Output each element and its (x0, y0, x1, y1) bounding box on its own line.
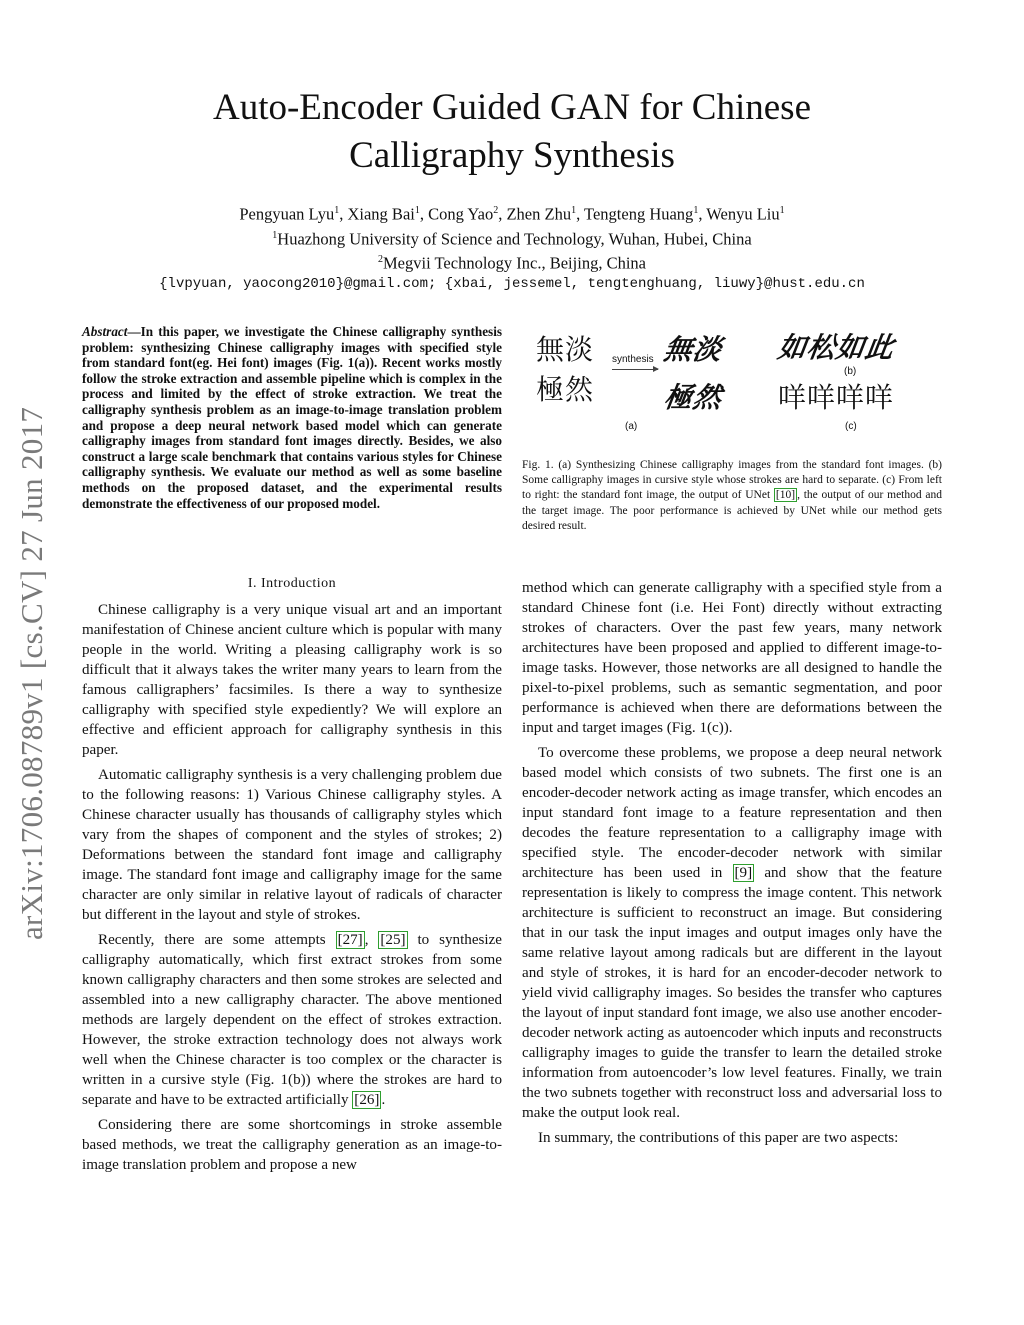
title-line-2: Calligraphy Synthesis (349, 135, 675, 176)
right-column-text (522, 578, 942, 1153)
citation-link[interactable]: [9] (734, 865, 753, 881)
abstract-label: Abstract (82, 324, 128, 339)
affiliation-mark: 1 (334, 205, 340, 216)
synthesis-arrow (612, 369, 658, 370)
author-name: Zhen Zhu (506, 204, 572, 224)
citation-link[interactable]: [25] (380, 932, 406, 948)
affiliation-mark: 1 (693, 205, 699, 216)
paragraph: Chinese calligraphy is a very unique visual art and an important manifestation of Chinese ancient culture which is popular with many people in the world. Writing a pleasing calligraphy work is so difficult that it always takes the writer many years to learn from the famous calligraphers’ facsimiles. Is there a way to synthesize calligraphy with specified style expediently? We will explore an effective and efficient approach for calligraphy synthesis in this paper. (82, 602, 502, 758)
left-column-text (82, 600, 502, 1180)
affiliation-1: $^1$Huazhong University of Science and Technology, Wuhan, Hubei, China (272, 229, 752, 248)
paragraph: In summary, the contributions of this paper are two aspects: (538, 1130, 899, 1146)
affiliation-2: $^2$Megvii Technology Inc., Beijing, China (378, 253, 646, 273)
figure-label-a: (a) (625, 421, 638, 432)
standard-font-chars-row1: 無淡 (536, 333, 595, 366)
affiliation-mark: 1 (571, 205, 577, 216)
citation-link[interactable]: [10] (775, 489, 796, 502)
paragraph: method which can generate calligraphy with a specified style from a standard Chinese font (i.e. Hei Font) directly without extracting strokes of characters. Over the past few years, many network architectures have been proposed and applied to different image-to-image tasks. However, those networks are all designed to handle the pixel-to-pixel problems, such as semantic segmentation, and poor performance is achieved when there are deformations between the input and target images (Fig. 1(c)). (522, 580, 942, 736)
paragraph: Automatic calligraphy synthesis is a very challenging problem due to the following reasons: 1) Various Chinese calligraphy styles. A Chinese character usually has thousands of calligraphy styles which vary from the shapes of component and the styles of strokes; 2) Deformations between the standard font image and calligraphy image. The standard font image and calligraphy image for the same character are only similar in relative layout of radicals of character but different in the layout and style of strokes. (82, 767, 502, 923)
citation-link[interactable]: [27] (337, 932, 363, 948)
figure-label-c: (c) (845, 421, 857, 432)
author-emails: {lvpyuan, yaocong2010}@gmail.com; {xbai, jessemel, tengtenghuang, liuwy}@hust.edu.cn (159, 275, 865, 292)
author-name: Pengyuan Lyu (239, 204, 335, 224)
citation-link[interactable]: [26] (354, 1092, 380, 1108)
arxiv-identifier: arXiv:1706.08789v1 [cs.CV] 27 Jun 2017 (14, 406, 49, 940)
paragraph: Considering there are some shortcomings in stroke assemble based methods, we treat the calligraphy generation as an image-to-image translation problem and propose a new (82, 1117, 502, 1173)
synthesis-label: synthesis (612, 354, 654, 365)
affiliation-mark: 2 (493, 205, 499, 216)
figure-caption: Fig. 1. (a) Synthesizing Chinese calligraphy images from the standard font images. (b) Some calligraphy images in cursive style whose strokes are hard to separate. (c) From left to right: the standard font image, the output of UNet [10] , the output of our method and the target image. The poor performance is achieved by UNet while our method gets desired result. (522, 459, 942, 532)
author-name: Tengteng Huang (584, 204, 694, 224)
cursive-calligraphy-chars: 如松如此 (775, 331, 897, 364)
author-block (80, 200, 944, 295)
author-name: Xiang Bai (347, 204, 415, 224)
comparison-chars: 咩咩咩咩 (778, 381, 895, 414)
paragraph: To overcome these problems, we propose a deep neural network based model which consists of two subnets. The first one is an encoder-decoder network acting as image transfer, which encodes an input standard font image to a feature representation and then decodes the feature representation to a calligraphy image with specified style. The encoder-decoder network with similar architecture has been used in [9] and show that the feature representation is likely to compress the image content. This network architecture is sufficient to reconstruct an image. But considering that in our task the input images and output images only have the same relative layout among radicals but are different in the layout and style of strokes, it is hard for an encoder-decoder network to yield vivid calligraphy images. So besides the transfer who captures the layout of input standard font image, we also use another encoder-decoder network acting as autoencoder which inputs and reconstructs calligraphy images to guide the transfer to learn the detailed stroke information from autoencoder’s low level features. Finally, we train the two subnets together with reconstruct loss and adversarial loss to make the output look real. (522, 745, 942, 1121)
abstract: Abstract—In this paper, we investigate the Chinese calligraphy synthesis problem: synthesizing Chinese calligraphy images with specified style from standard font(eg. Hei font) images (Fig. 1(a)). Recent works mostly follow the stroke extraction and assemble pipeline which is complex in the process and limited by the effect of stroke extraction. We treat the calligraphy synthesis problem as an image-to-image translation problem and propose a deep neural network based model which can generate calligraphy images from standard font images directly. Besides, we also construct a large scale benchmark that contains various styles for Chinese calligraphy synthesis. We evaluate our method as well as some baseline methods on the proposed dataset, and the experimental results demonstrate the effectiveness of our proposed model. (82, 324, 502, 511)
author-name: Wenyu Liu (706, 204, 780, 224)
figure-label-b: (b) (844, 366, 857, 377)
title-line-1: Auto-Encoder Guided GAN for Chinese (212, 87, 812, 128)
paragraph: Recently, there are some attempts [27] , [25] to synthesize calligraphy automatically, which first extract strokes from some known calligraphy characters and then some strokes are selected and assembled into a new calligraphy character. The above mentioned methods are largely dependent on the effect of strokes extraction. However, the stroke extraction technology does not always work well when the Chinese character is too complex or the character is written in a cursive style (Fig. 1(b)) where the strokes are hard to separate and have to be extracted artificially [26] . (82, 932, 502, 1108)
paper-title (80, 84, 944, 180)
calligraphy-chars-row2: 極然 (661, 381, 725, 414)
affiliation-mark: 1 (779, 205, 785, 216)
author-names: Pengyuan Lyu$^1$, Xiang Bai$^1$, Cong Yao$^2$, Zhen Zhu$^1$, Tengteng Huang$^1$, Wenyu Liu$^1$ (239, 204, 785, 224)
section-heading: I. Introduction (247, 576, 337, 591)
standard-font-chars-row2: 極然 (536, 373, 595, 406)
author-name: Cong Yao (428, 204, 494, 224)
affiliation-mark: 1 (414, 205, 420, 216)
abstract-text: In this paper, we investigate the Chinese calligraphy synthesis problem: synthesizing Chinese calligraphy images with specified style from standard font(eg. Hei font) images (Fig. 1(a)). Recent works mostly follow the stroke extraction and assemble pipeline which is complex in the process and limited by the effect of stroke extraction. We treat the calligraphy synthesis problem as an image-to-image translation problem and propose a deep neural network based model which can generate calligraphy images from standard font images directly. Besides, we also construct a large scale benchmark that contains various styles for Chinese calligraphy synthesis. We evaluate our method as well as some baseline methods on the proposed dataset, and the experimental results demonstrate the effectiveness of our proposed model. (82, 324, 502, 511)
figure-1 (522, 326, 942, 438)
calligraphy-chars-row1: 無淡 (661, 333, 725, 366)
